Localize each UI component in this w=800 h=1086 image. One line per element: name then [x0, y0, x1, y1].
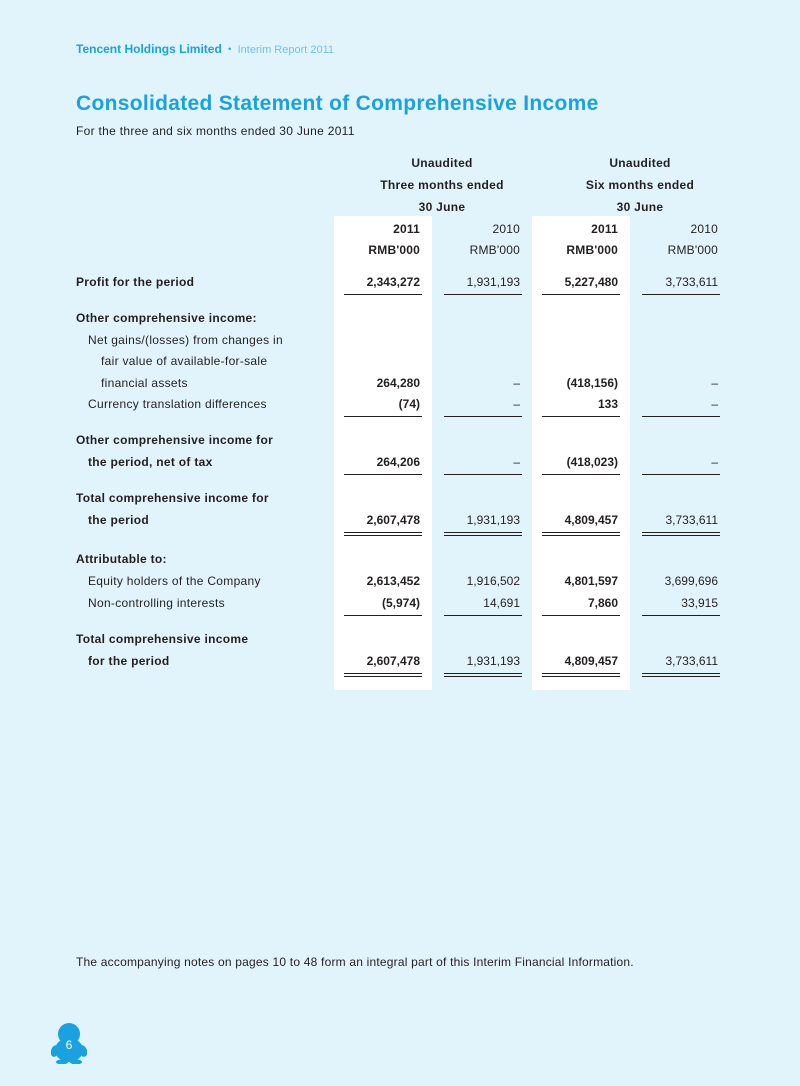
row-label-net-gains: financial assets [101, 376, 188, 390]
cell-value: 5,227,480 [564, 275, 618, 289]
cell-value: (74) [398, 397, 420, 411]
single-rule [344, 615, 422, 616]
double-rule [642, 532, 720, 533]
double-rule [344, 676, 422, 677]
double-rule [444, 535, 522, 536]
cell-value: 3,733,611 [665, 275, 718, 289]
report-name: Interim Report 2011 [237, 44, 335, 56]
group-status-three: Unaudited [411, 156, 473, 170]
cell-value: (418,023) [566, 455, 618, 469]
row-label-total-ci-period: for the period [88, 654, 170, 668]
col-year: 2011 [393, 222, 420, 236]
cell-value: 3,733,611 [665, 513, 718, 527]
single-rule [642, 474, 720, 475]
row-label-profit: Profit for the period [76, 275, 195, 289]
single-rule [642, 416, 720, 417]
single-rule [444, 294, 522, 295]
single-rule [542, 294, 620, 295]
single-rule [642, 294, 720, 295]
cell-value: – [711, 376, 718, 390]
group-period-six: Six months ended [585, 178, 695, 192]
col-year: 2010 [492, 222, 520, 236]
cell-value: 1,931,193 [466, 513, 520, 527]
page-number-badge [51, 1020, 87, 1064]
row-label-oci-net: Other comprehensive income for [76, 433, 274, 447]
cell-value: 14,691 [483, 596, 520, 610]
cell-value: – [711, 397, 718, 411]
row-label-total-ci: Total comprehensive income for [76, 491, 269, 505]
cell-value: 3,699,696 [664, 574, 718, 588]
row-label-nci: Non-controlling interests [88, 596, 225, 610]
double-rule [344, 532, 422, 533]
row-label-net-gains: fair value of available-for-sale [101, 354, 268, 368]
double-rule [642, 535, 720, 536]
single-rule [542, 416, 620, 417]
double-rule [344, 673, 422, 674]
cell-value: 264,280 [376, 376, 420, 390]
col-unit: RMB'000 [667, 243, 718, 257]
single-rule [444, 615, 522, 616]
group-status-six: Unaudited [609, 156, 671, 170]
double-rule [444, 532, 522, 533]
row-label-attributable-heading: Attributable to: [76, 552, 167, 566]
cell-value: 2,607,478 [366, 513, 420, 527]
cell-value: 7,860 [587, 596, 618, 610]
double-rule [444, 673, 522, 674]
cell-value: 2,343,272 [366, 275, 420, 289]
double-rule [642, 673, 720, 674]
double-rule [642, 676, 720, 677]
cell-value: 33,915 [681, 596, 718, 610]
row-label-total-ci: the period [88, 513, 150, 527]
group-date-three: 30 June [418, 200, 466, 214]
cell-value: 264,206 [376, 455, 420, 469]
row-label-oci-net: the period, net of tax [88, 455, 213, 469]
row-label-total-ci-period: Total comprehensive income [76, 632, 249, 646]
cell-value: – [513, 455, 520, 469]
row-label-currency: Currency translation differences [88, 397, 267, 411]
col-year: 2010 [690, 222, 718, 236]
single-rule [542, 474, 620, 475]
col-year: 2011 [591, 222, 618, 236]
cell-value: 133 [597, 397, 618, 411]
group-date-six: 30 June [616, 200, 664, 214]
cell-value: – [513, 376, 520, 390]
page-number: 6 [65, 1038, 73, 1052]
double-rule [542, 676, 620, 677]
double-rule [542, 532, 620, 533]
cell-value: – [711, 455, 718, 469]
row-label-oci-heading: Other comprehensive income: [76, 311, 257, 325]
header-separator: • [228, 44, 232, 54]
double-rule [542, 535, 620, 536]
col-unit: RMB'000 [566, 243, 618, 257]
single-rule [444, 474, 522, 475]
cell-value: 1,931,193 [466, 654, 520, 668]
cell-value: – [513, 397, 520, 411]
cell-value: (418,156) [566, 376, 618, 390]
single-rule [344, 416, 422, 417]
col-unit: RMB'000 [469, 243, 520, 257]
cell-value: 1,916,502 [466, 574, 520, 588]
double-rule [344, 535, 422, 536]
page-subtitle: For the three and six months ended 30 June 2011 [76, 124, 355, 138]
single-rule [642, 615, 720, 616]
single-rule [344, 294, 422, 295]
cell-value: 3,733,611 [665, 654, 718, 668]
cell-value: 2,613,452 [366, 574, 420, 588]
single-rule [344, 474, 422, 475]
cell-value: 2,607,478 [366, 654, 420, 668]
footnote: The accompanying notes on pages 10 to 48 form an integral part of this Interim Financial Information. [76, 955, 634, 969]
cell-value: 4,809,457 [564, 654, 618, 668]
double-rule [542, 673, 620, 674]
single-rule [444, 416, 522, 417]
cell-value: 1,931,193 [466, 275, 520, 289]
row-label-net-gains: Net gains/(losses) from changes in [88, 333, 283, 347]
group-period-three: Three months ended [380, 178, 504, 192]
running-header [76, 42, 334, 56]
double-rule [444, 676, 522, 677]
page-title: Consolidated Statement of Comprehensive Income [76, 92, 599, 115]
single-rule [542, 615, 620, 616]
cell-value: 4,801,597 [564, 574, 618, 588]
row-label-equity-holders: Equity holders of the Company [88, 574, 261, 588]
cell-value: (5,974) [381, 596, 420, 610]
cell-value: 4,809,457 [564, 513, 618, 527]
col-unit: RMB'000 [368, 243, 420, 257]
company-name: Tencent Holdings Limited [76, 42, 222, 56]
